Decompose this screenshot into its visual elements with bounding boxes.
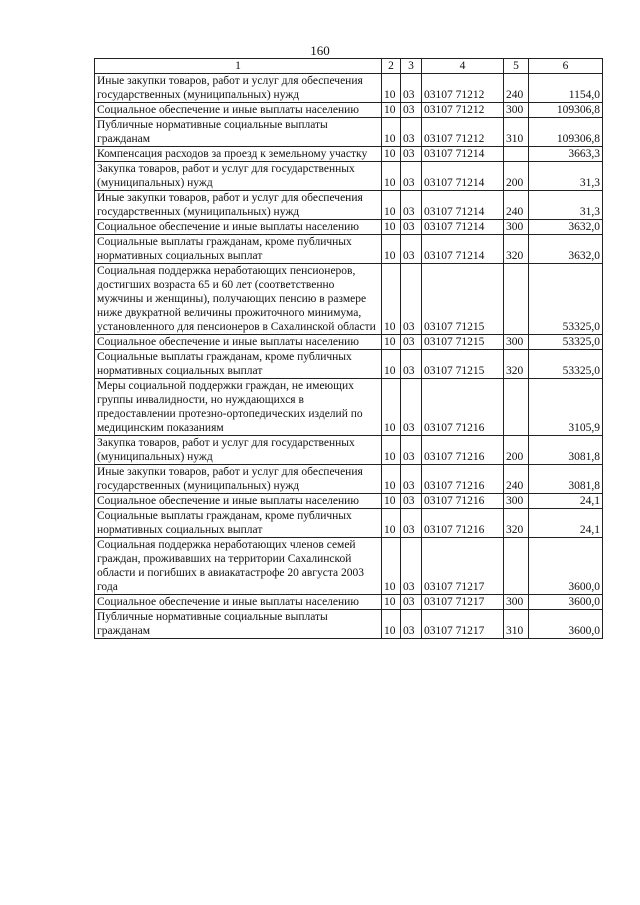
row-expense-type: 310 (504, 610, 529, 639)
row-name: Закупка товаров, работ и услуг для государственных (муниципальных) нужд (95, 436, 382, 465)
row-expense-type: 310 (504, 118, 529, 147)
row-name: Социальное обеспечение и иные выплаты населению (95, 335, 382, 350)
budget-table (94, 58, 603, 639)
row-expense-type: 240 (504, 465, 529, 494)
row-target-code: 03107 71215 (422, 350, 504, 379)
row-amount: 3632,0 (529, 220, 603, 235)
row-target-code: 03107 71212 (422, 74, 504, 103)
row-expense-type: 240 (504, 191, 529, 220)
row-name: Социальные выплаты гражданам, кроме публичных нормативных социальных выплат (95, 509, 382, 538)
row-name: Иные закупки товаров, работ и услуг для обеспечения государственных (муниципальных) нужд (95, 74, 382, 103)
row-target-code: 03107 71215 (422, 264, 504, 335)
row-section: 10 (382, 103, 401, 118)
row-amount: 3600,0 (529, 610, 603, 639)
row-target-code: 03107 71214 (422, 235, 504, 264)
table-row (95, 220, 603, 235)
row-expense-type (504, 264, 529, 335)
row-expense-type: 300 (504, 595, 529, 610)
column-header-5: 5 (504, 59, 529, 74)
row-name: Социальное обеспечение и иные выплаты населению (95, 494, 382, 509)
row-subsection: 03 (401, 264, 422, 335)
row-subsection: 03 (401, 74, 422, 103)
row-amount: 53325,0 (529, 335, 603, 350)
table-row (95, 162, 603, 191)
row-target-code: 03107 71212 (422, 118, 504, 147)
row-name: Социальное обеспечение и иные выплаты населению (95, 220, 382, 235)
row-section: 10 (382, 436, 401, 465)
table-row (95, 538, 603, 595)
table-row (95, 350, 603, 379)
row-target-code: 03107 71214 (422, 220, 504, 235)
row-amount: 24,1 (529, 494, 603, 509)
table-row (95, 191, 603, 220)
row-expense-type: 200 (504, 436, 529, 465)
row-target-code: 03107 71216 (422, 509, 504, 538)
column-header-6: 6 (529, 59, 603, 74)
row-subsection: 03 (401, 509, 422, 538)
row-section: 10 (382, 235, 401, 264)
row-amount: 53325,0 (529, 264, 603, 335)
row-subsection: 03 (401, 610, 422, 639)
row-target-code: 03107 71216 (422, 494, 504, 509)
header-row (95, 59, 603, 74)
table-row (95, 103, 603, 118)
page-number: 160 (310, 43, 330, 58)
row-section: 10 (382, 379, 401, 436)
row-name: Иные закупки товаров, работ и услуг для обеспечения государственных (муниципальных) нужд (95, 465, 382, 494)
row-amount: 3632,0 (529, 235, 603, 264)
row-expense-type: 300 (504, 103, 529, 118)
row-target-code: 03107 71215 (422, 335, 504, 350)
row-target-code: 03107 71214 (422, 162, 504, 191)
row-expense-type: 320 (504, 235, 529, 264)
row-subsection: 03 (401, 147, 422, 162)
row-amount: 3663,3 (529, 147, 603, 162)
row-section: 10 (382, 162, 401, 191)
row-name: Социальные выплаты гражданам, кроме публичных нормативных социальных выплат (95, 235, 382, 264)
row-target-code: 03107 71214 (422, 147, 504, 162)
table-row (95, 235, 603, 264)
row-section: 10 (382, 264, 401, 335)
row-amount: 3105,9 (529, 379, 603, 436)
row-subsection: 03 (401, 436, 422, 465)
row-name: Публичные нормативные социальные выплаты гражданам (95, 118, 382, 147)
row-subsection: 03 (401, 379, 422, 436)
row-name: Иные закупки товаров, работ и услуг для обеспечения государственных (муниципальных) нужд (95, 191, 382, 220)
row-target-code: 03107 71217 (422, 595, 504, 610)
row-section: 10 (382, 191, 401, 220)
table-row (95, 335, 603, 350)
row-amount: 3600,0 (529, 538, 603, 595)
table-row (95, 379, 603, 436)
table-row (95, 610, 603, 639)
row-section: 10 (382, 118, 401, 147)
row-amount: 24,1 (529, 509, 603, 538)
row-target-code: 03107 71216 (422, 379, 504, 436)
row-expense-type (504, 538, 529, 595)
row-subsection: 03 (401, 191, 422, 220)
row-subsection: 03 (401, 335, 422, 350)
row-expense-type (504, 379, 529, 436)
row-section: 10 (382, 595, 401, 610)
row-section: 10 (382, 350, 401, 379)
row-subsection: 03 (401, 235, 422, 264)
row-name: Социальная поддержка неработающих пенсионеров, достигших возраста 65 и 60 лет (соответственно мужчины и женщины), получающих пенсию в размере ниже двукратной величины прожиточного минимума, установленного для пенсионеров в Сахалинской области (95, 264, 382, 335)
column-header-2: 2 (382, 59, 401, 74)
row-section: 10 (382, 494, 401, 509)
row-amount: 1154,0 (529, 74, 603, 103)
row-section: 10 (382, 74, 401, 103)
row-name: Публичные нормативные социальные выплаты гражданам (95, 610, 382, 639)
table-row (95, 494, 603, 509)
row-section: 10 (382, 509, 401, 538)
row-amount: 53325,0 (529, 350, 603, 379)
table-row (95, 595, 603, 610)
row-subsection: 03 (401, 220, 422, 235)
row-expense-type: 320 (504, 350, 529, 379)
row-expense-type: 300 (504, 220, 529, 235)
row-name: Закупка товаров, работ и услуг для государственных (муниципальных) нужд (95, 162, 382, 191)
row-name: Социальная поддержка неработающих членов семей граждан, проживавших на территории Сахалинской области и погибших в авиакатастрофе 20 августа 2003 года (95, 538, 382, 595)
row-target-code: 03107 71214 (422, 191, 504, 220)
row-name: Меры социальной поддержки граждан, не имеющих группы инвалидности, но нуждающихся в предоставлении протезно-ортопедических изделий по медицинским показаниям (95, 379, 382, 436)
row-section: 10 (382, 538, 401, 595)
row-expense-type: 300 (504, 494, 529, 509)
table-body (95, 74, 603, 639)
row-amount: 31,3 (529, 191, 603, 220)
row-subsection: 03 (401, 494, 422, 509)
table-row (95, 74, 603, 103)
column-header-1: 1 (95, 59, 382, 74)
row-amount: 31,3 (529, 162, 603, 191)
row-subsection: 03 (401, 538, 422, 595)
row-subsection: 03 (401, 103, 422, 118)
column-header-3: 3 (401, 59, 422, 74)
table-row (95, 509, 603, 538)
table-row (95, 118, 603, 147)
row-name: Социальное обеспечение и иные выплаты населению (95, 595, 382, 610)
table-row (95, 147, 603, 162)
row-subsection: 03 (401, 465, 422, 494)
row-target-code: 03107 71217 (422, 538, 504, 595)
row-subsection: 03 (401, 350, 422, 379)
row-target-code: 03107 71216 (422, 436, 504, 465)
row-target-code: 03107 71216 (422, 465, 504, 494)
table-row (95, 465, 603, 494)
row-amount: 3600,0 (529, 595, 603, 610)
row-amount: 109306,8 (529, 103, 603, 118)
row-target-code: 03107 71217 (422, 610, 504, 639)
row-expense-type (504, 147, 529, 162)
row-section: 10 (382, 465, 401, 494)
column-header-4: 4 (422, 59, 504, 74)
row-subsection: 03 (401, 118, 422, 147)
row-expense-type: 320 (504, 509, 529, 538)
row-name: Компенсация расходов за проезд к земельному участку (95, 147, 382, 162)
row-amount: 109306,8 (529, 118, 603, 147)
row-name: Социальные выплаты гражданам, кроме публичных нормативных социальных выплат (95, 350, 382, 379)
row-name: Социальное обеспечение и иные выплаты населению (95, 103, 382, 118)
row-target-code: 03107 71212 (422, 103, 504, 118)
row-amount: 3081,8 (529, 465, 603, 494)
table-row (95, 264, 603, 335)
row-section: 10 (382, 610, 401, 639)
row-amount: 3081,8 (529, 436, 603, 465)
row-subsection: 03 (401, 162, 422, 191)
row-section: 10 (382, 147, 401, 162)
row-expense-type: 240 (504, 74, 529, 103)
row-subsection: 03 (401, 595, 422, 610)
row-section: 10 (382, 220, 401, 235)
row-expense-type: 200 (504, 162, 529, 191)
row-expense-type: 300 (504, 335, 529, 350)
row-section: 10 (382, 335, 401, 350)
table-row (95, 436, 603, 465)
